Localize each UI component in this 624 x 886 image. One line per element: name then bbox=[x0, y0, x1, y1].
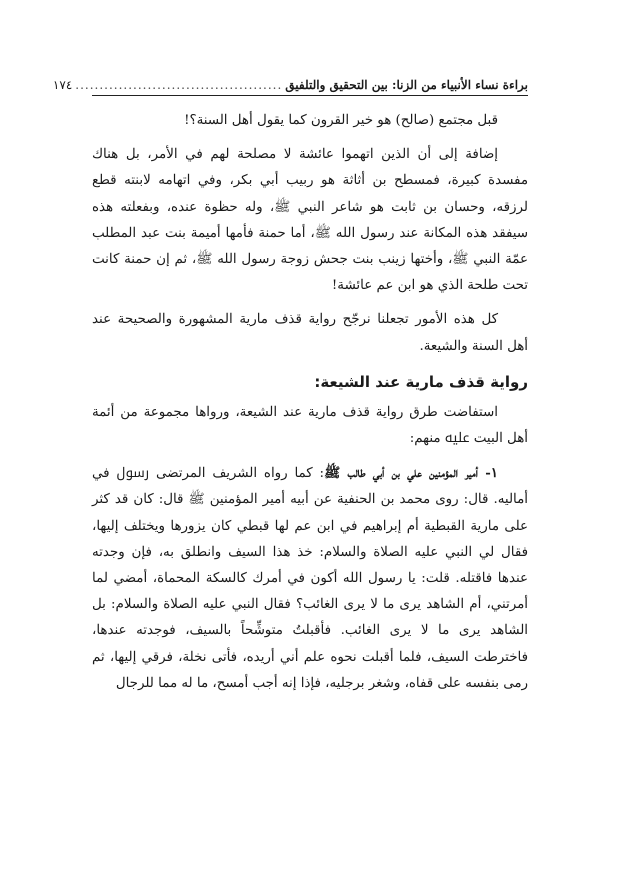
paragraph-2: إضافة إلى أن الذين اتهموا عائشة لا مصلحة لهم في الأمر، بل هناك مفسدة كبيرة، فمسطح بن أثاثة هو ربيب أبي بكر، وفي اتهامه لابنته قطع لرزقه، وحسان بن ثابت هو شاعر النبي ﷺ، وله حظوة عنده، وبفعلته هذه سيفقد هذه المكانة عند رسول الله ﷺ، أما حمنة فأمها أميمة بنت عبد المطلب عمّة النبي ﷺ، وأختها زينب بنت جحش زوجة رسول الله ﷺ، ثم إن حمنة كانت تحت طلحة الذي هو ابن عم عائشة! bbox=[92, 147, 528, 294]
page-number: ١٧٤ bbox=[52, 78, 73, 92]
running-header bbox=[52, 72, 528, 96]
running-title: براءة نساء الأنبياء من الزنا: بين التحقيق والتلفيق bbox=[285, 78, 528, 92]
section-heading: رواية قذف مارية عند الشيعة: bbox=[314, 372, 528, 391]
paragraph-3: كل هذه الأمور تجعلنا نرجّح رواية قذف مارية المشهورة والصحيحة عند أهل السنة والشيعة. bbox=[92, 312, 528, 354]
paragraph-4: استفاضت طرق رواية قذف مارية عند الشيعة، ورواها مجموعة من أئمة أهل البيت ﷷ منهم: bbox=[92, 404, 528, 447]
page-body bbox=[92, 108, 528, 697]
book-page bbox=[52, 72, 528, 697]
paragraph-5-text: : كما رواه الشريف المرتضى ﷶ في أماليه. قال: روى محمد بن الحنفية عن أبيه أمير المؤمنين ﷺ قال: كان قد كثر على مارية القبطية أم إبراهيم في ابن عم لها قبطي كان يزورها ويختلف إليها، فقال لي النبي عليه الصلاة والسلام: خذ هذا السيف وانطلق به، فإن وجدته عندها فاقتله. قلت: يا رسول الله أكون في أمرك كالسكة المحماة، أمضي لما أمرتني، أم الشاهد يرى ما لا يرى الغائب؟ فقال النبي عليه الصلاة والسلام: بل الشاهد يرى ما لا يرى الغائب. فأقبلتُ متوشِّحاً بالسيف، فوجدته عندها، فاخترطت السيف، فلما أقبلت نحوه علم أني أريده، فأتى نخلة، فرقي إليها، ثم رمى بنفسه على قفاه، وشغر برجليه، فإذا إنه أجب أمسح، ما له مما للرجال bbox=[92, 466, 528, 691]
paragraph-1: قبل مجتمع (صالح) هو خير القرون كما يقول أهل السنة؟! bbox=[184, 113, 498, 128]
paragraph-5 bbox=[92, 460, 528, 697]
narrator-name: ١- أمير المؤمنين علي بن أبي طالب ﷺ bbox=[324, 465, 498, 482]
leader-dots: ........................................... bbox=[75, 78, 283, 92]
